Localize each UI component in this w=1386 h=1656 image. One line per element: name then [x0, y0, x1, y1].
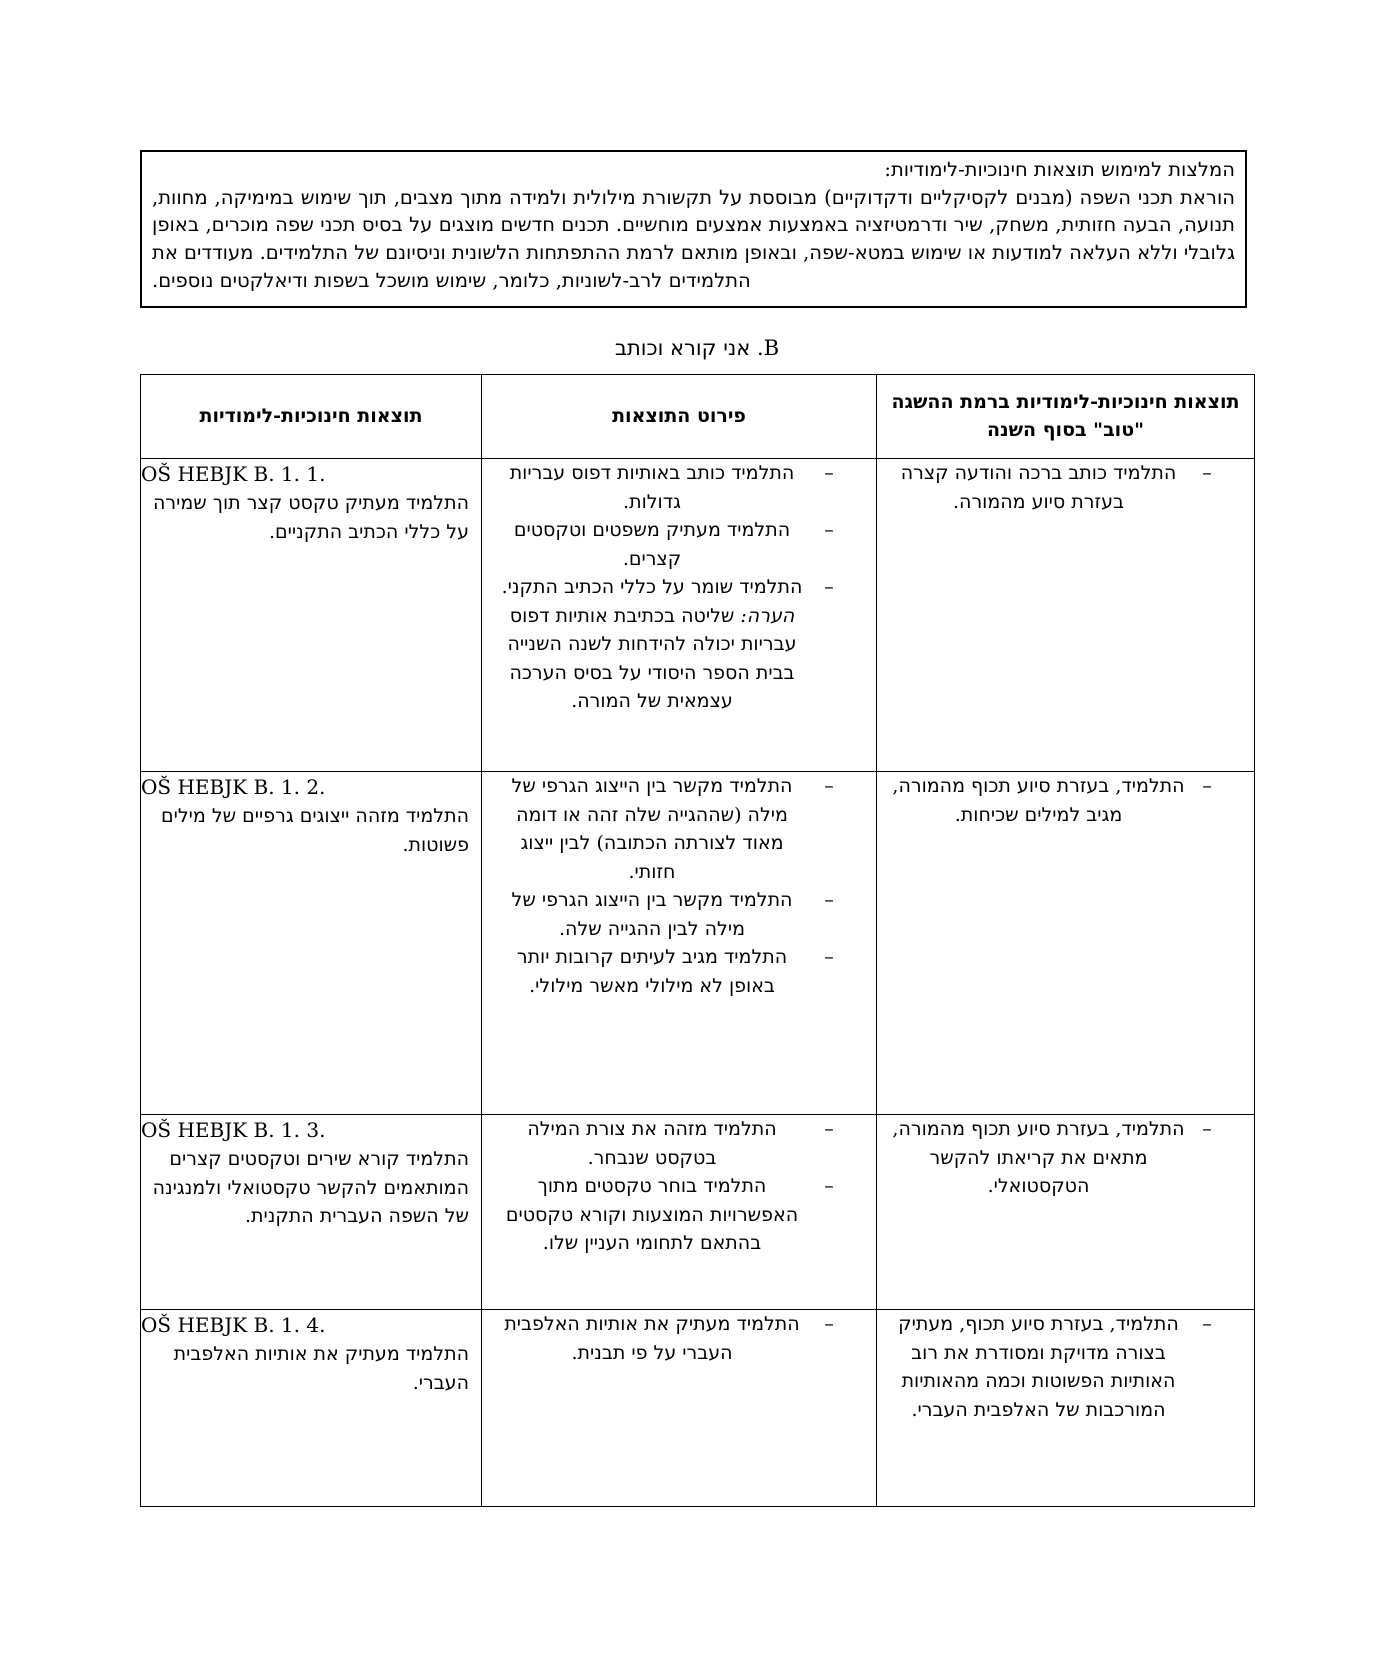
outcome-description: התלמיד קורא שירים וטקסטים קצרים המותאמים להקשר טקסטואלי ולמנגינה של השפה העברית התקנית. [152, 1148, 469, 1228]
good-level-item [877, 772, 1254, 829]
detail-text: התלמיד מקשר בין הייצוג הגרפי של מילה לבין ההגייה שלה. [511, 889, 793, 940]
detail-text: התלמיד מגיב לעיתים קרובות יותר באופן לא מילולי מאשר מילולי. [516, 946, 788, 997]
table-row [141, 772, 1255, 1115]
outcomes-table [140, 374, 1255, 1507]
dash-bullet: – [824, 946, 834, 969]
detail-text: התלמיד כותב באותיות דפוס עבריות גדולות. [509, 462, 795, 513]
good-level-item [877, 1115, 1254, 1201]
details-cell [482, 772, 877, 1115]
dash-bullet: – [1202, 1313, 1212, 1336]
dash-bullet: – [1202, 1118, 1212, 1141]
outcome-description: התלמיד מעתיק טקסט קצר תוך שמירה על כללי הכתיב התקניים. [153, 492, 469, 543]
details-cell [482, 459, 877, 772]
detail-text: התלמיד מזהה את צורת המילה בטקסט שנבחר. [527, 1118, 777, 1169]
detail-item [482, 1310, 876, 1367]
dash-bullet: – [824, 1118, 834, 1141]
detail-item [482, 516, 876, 573]
detail-item [482, 1172, 876, 1258]
table-row [141, 459, 1255, 772]
table-header-row [141, 375, 1255, 459]
note-text: שליטה בכתיבת אותיות דפוס עבריות יכולה להידחות לשנה השנייה בבית הספר היסודי על בסיס הערכה עצמאית של המורה. [507, 604, 797, 713]
good-level-cell [877, 459, 1255, 772]
good-level-text: התלמיד כותב ברכה והודעה קצרה בעזרת סיוע מהמורה. [900, 462, 1177, 513]
good-level-text: התלמיד, בעזרת סיוע תכוף מהמורה, מגיב למילים שכיחות. [892, 775, 1185, 826]
detail-item [482, 886, 876, 943]
outcome-cell [141, 772, 482, 1115]
table-row [141, 1115, 1255, 1310]
detail-text: התלמיד שומר על כללי הכתיב התקני. [501, 576, 803, 599]
outcome-code: OŠ HEBJK B. 1. 2. [141, 775, 326, 800]
good-level-cell [877, 772, 1255, 1115]
table-row [141, 1310, 1255, 1507]
dash-bullet: – [1202, 775, 1212, 798]
note-label: הערה: [740, 604, 795, 627]
detail-item [482, 1115, 876, 1172]
recommendations-heading: המלצות למימוש תוצאות חינוכיות-לימודיות: [884, 158, 1235, 181]
dash-bullet: – [824, 1313, 834, 1336]
detail-item [482, 459, 876, 516]
detail-text: התלמיד מקשר בין הייצוג הגרפי של מילה (שההגייה שלה זהה או דומה מאוד לצורתה הכתובה) לבין ייצוג חזותי. [511, 775, 793, 883]
detail-text: התלמיד בוחר טקסטים מתוך האפשרויות המוצעות וקורא טקסטים בהתאם לתחומי העניין שלו. [505, 1175, 799, 1255]
outcome-cell [141, 1310, 482, 1507]
good-level-item [877, 1310, 1254, 1424]
good-level-text: התלמיד, בעזרת סיוע תכוף מהמורה, מתאים את קריאתו להקשר הטקסטואלי. [892, 1118, 1185, 1198]
detail-text: התלמיד מעתיק את אותיות האלפבית העברי על פי תבנית. [504, 1313, 800, 1364]
dash-bullet: – [824, 1175, 834, 1198]
outcome-code: OŠ HEBJK B. 1. 3. [141, 1118, 326, 1143]
good-level-cell [877, 1115, 1255, 1310]
dash-bullet: – [824, 462, 834, 485]
column-header-outcomes: תוצאות חינוכיות-לימודיות [141, 375, 482, 459]
outcome-description: התלמיד מעתיק את אותיות האלפבית העברי. [173, 1343, 469, 1394]
detail-item [482, 943, 876, 1000]
detail-item [482, 772, 876, 886]
column-header-details: פירוט התוצאות [482, 375, 877, 459]
section-title: B. אני קורא וכותב [614, 336, 780, 361]
dash-bullet: – [824, 889, 834, 912]
outcome-code: OŠ HEBJK B. 1. 1. [141, 462, 326, 487]
outcome-code: OŠ HEBJK B. 1. 4. [141, 1313, 326, 1338]
outcome-description: התלמיד מזהה ייצוגים גרפיים של מילים פשוטות. [161, 805, 469, 856]
details-cell [482, 1115, 877, 1310]
good-level-cell [877, 1310, 1255, 1507]
recommendations-body: הוראת תכני השפה (מבנים לקסיקליים ודקדוקיים) מבוססת על תקשורת מילולית ולמידה מתוך מצבים, תוך שימוש במימיקה, מחוות, תנועה, הבעה חזותית, משחק, שיר ודרמטיזציה באמצעות אמצעים מוחשיים. תכנים חדשים מוצגים על בסיס תכני שפה מוכרים, באופן גלובלי וללא העלאה למודעות או שימוש במטא-שפה, ובאופן מותאם לרמת ההתפתחות הלשונית וניסיונם של התלמידים. מעודדים את התלמידים לרב-לשוניות, כלומר, שימוש מושכל בשפות ודיאלקטים נוספים. [152, 185, 1235, 292]
dash-bullet: – [824, 775, 834, 798]
details-cell [482, 1310, 877, 1507]
detail-text: התלמיד מעתיק משפטים וטקסטים קצרים. [513, 519, 791, 570]
good-level-text: התלמיד, בעזרת סיוע תכוף, מעתיק בצורה מדויקת ומסודרת את רוב האותיות הפשוטות וכמה מהאותיות המורכבות של האלפבית העברי. [898, 1313, 1179, 1421]
outcome-cell [141, 459, 482, 772]
dash-bullet: – [824, 519, 834, 542]
dash-bullet: – [1202, 462, 1212, 485]
outcome-cell [141, 1115, 482, 1310]
detail-note [496, 602, 808, 716]
good-level-item [877, 459, 1254, 516]
column-header-good-level: תוצאות חינוכיות-לימודיות ברמת ההשגה "טוב" בסוף השנה [877, 375, 1255, 459]
recommendations-box [140, 150, 1247, 308]
detail-item [482, 573, 876, 602]
dash-bullet: – [824, 576, 834, 599]
